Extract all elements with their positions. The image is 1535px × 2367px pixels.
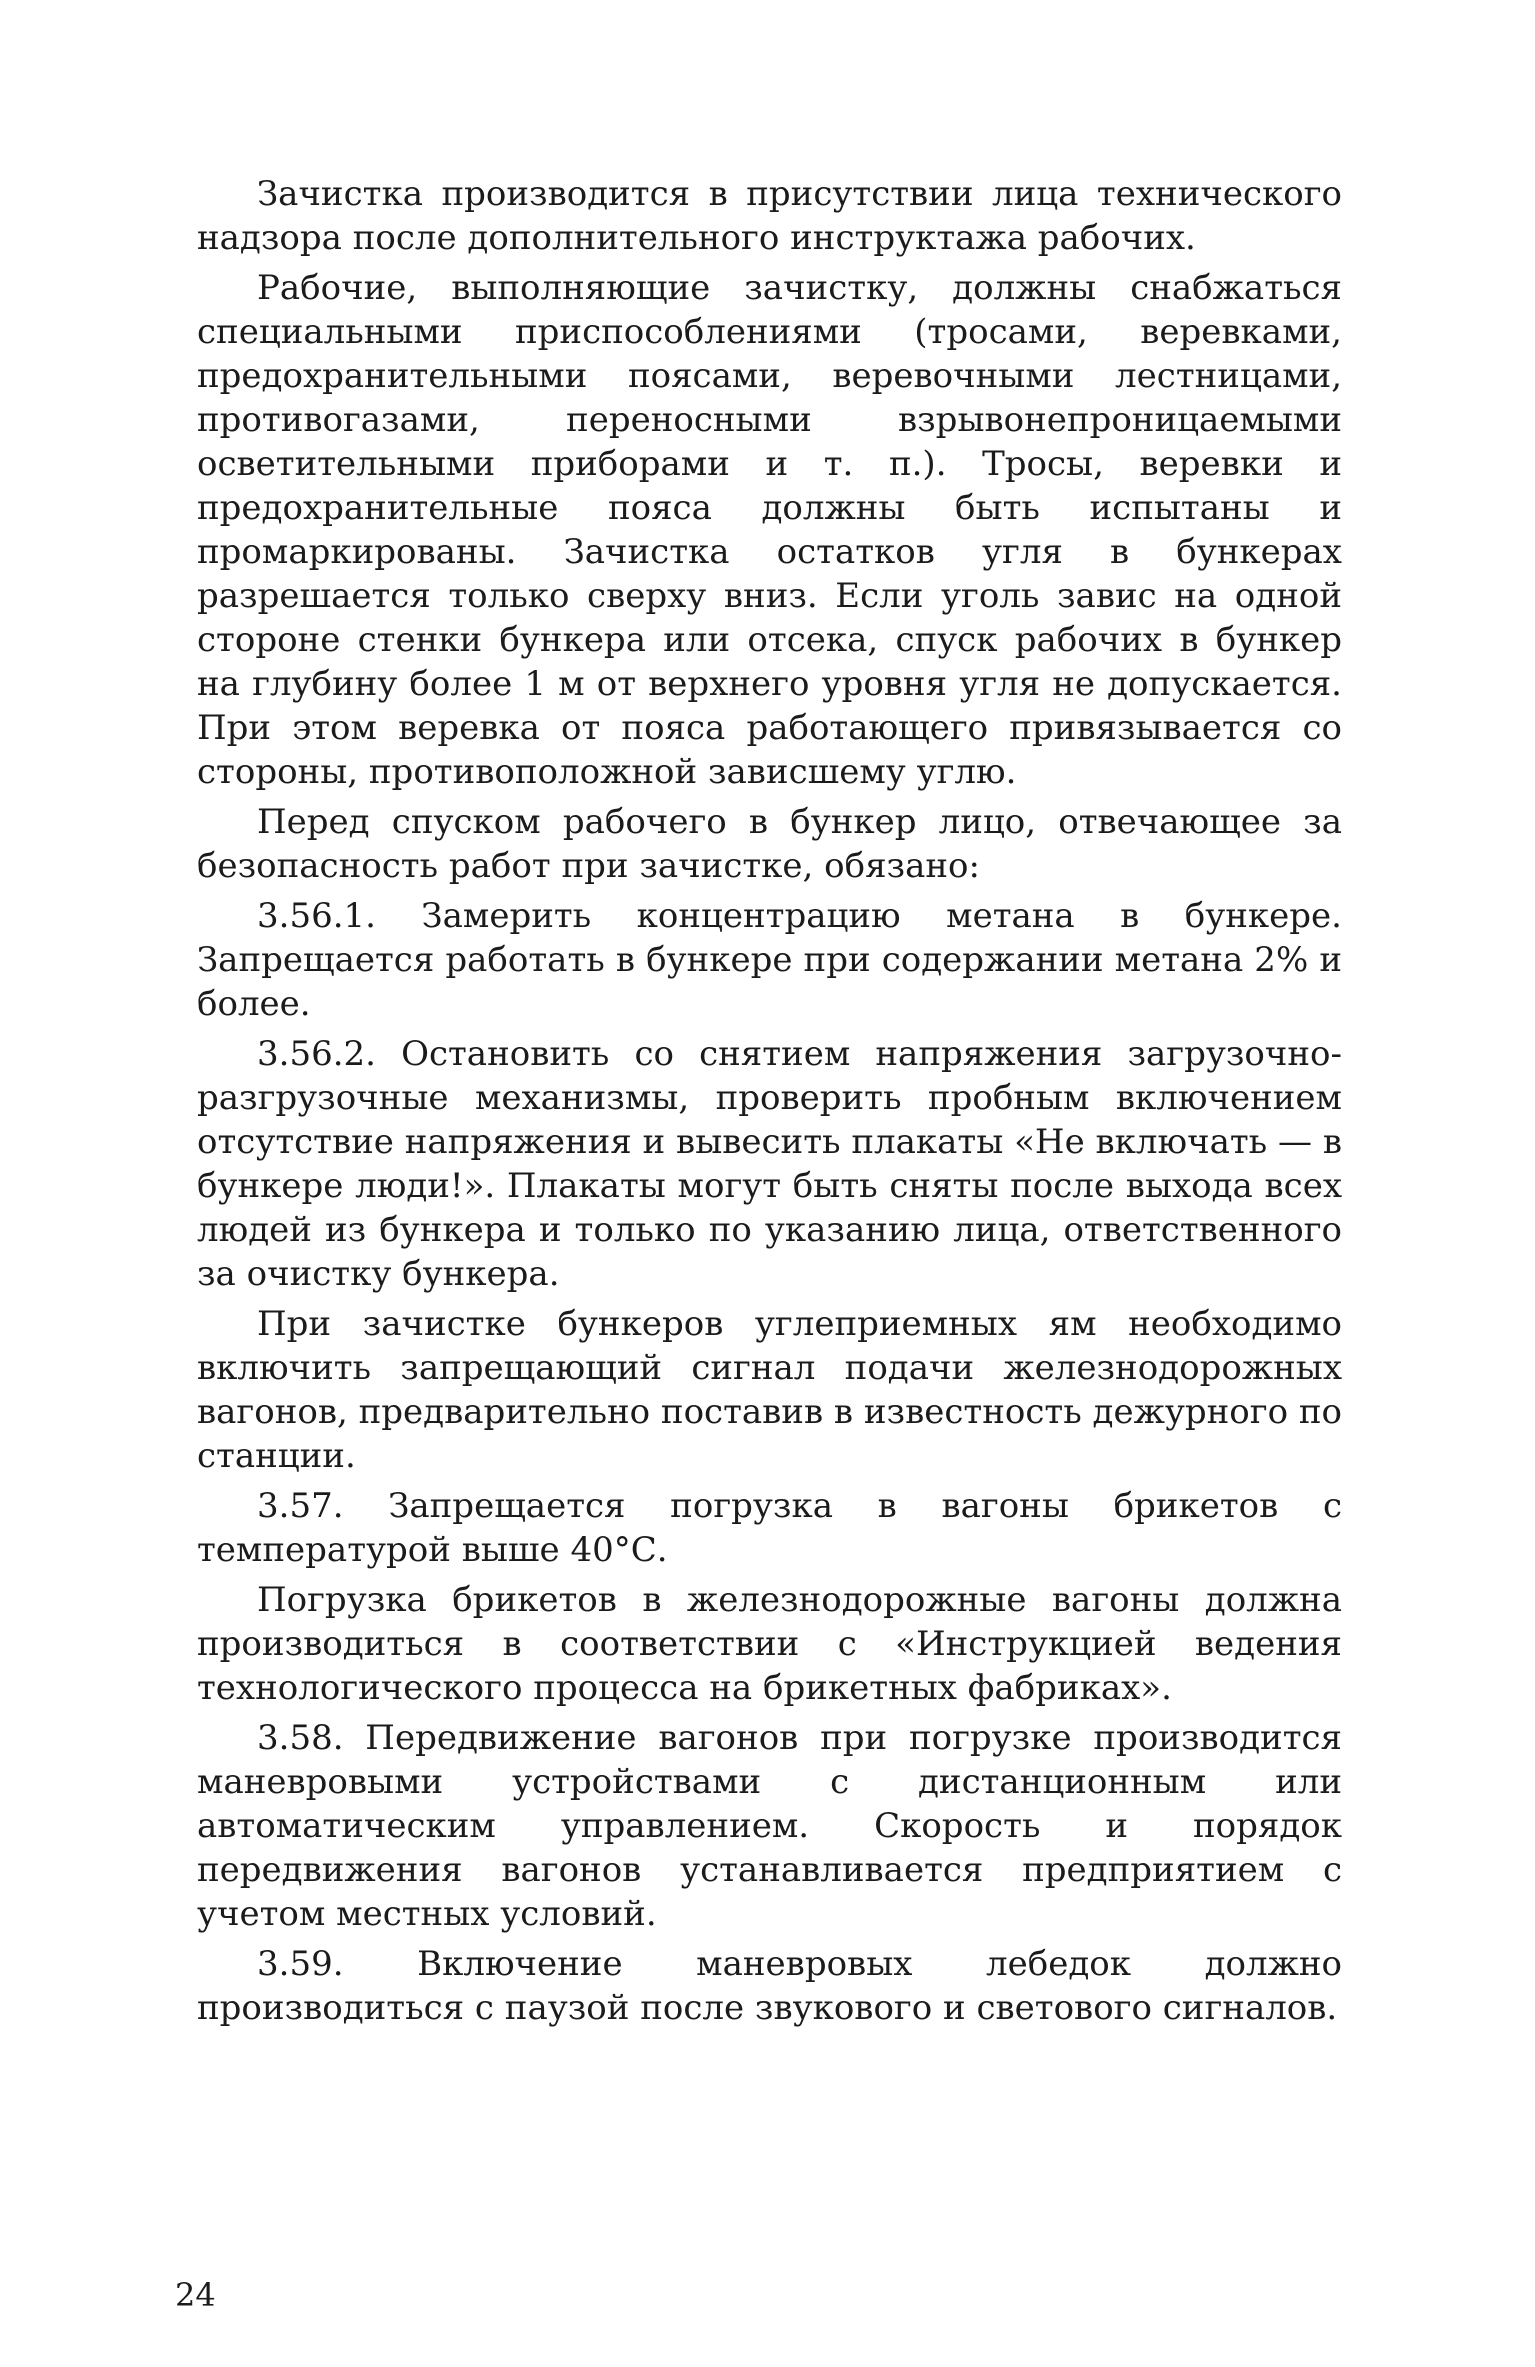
paragraph-coal-pits: При зачистке бункеров углеприемных ям необходимо включить запрещающий сигнал подачи железнодорожных вагонов, предварительно поставив в известность дежурного по станции. [197,1304,1342,1476]
body-text [197,172,1342,2036]
paragraph-3-56-1: 3.56.1. Замерить концентрацию метана в бункере. Запрещается работать в бункере при содержании метана 2% и более. [197,896,1342,1024]
paragraph-cleaning-supervision: Зачистка производится в присутствии лица технического надзора после дополнительного инструктажа рабочих. [197,174,1342,258]
paragraph-3-56-2: 3.56.2. Остановить со снятием напряжения загрузочно-разгрузочные механизмы, проверить пробным включением отсутствие напряжения и вывесить плакаты «Не включать — в бункере люди!». Плакаты могут быть сняты после выхода всех людей из бункера и только по указанию лица, ответственного за очистку бункера. [197,1034,1342,1294]
page-number: 24 [175,2276,216,2314]
paragraph-3-59: 3.59. Включение маневровых лебедок должно производиться с паузой после звукового и светового сигналов. [197,1944,1342,2028]
paragraph-workers-equipment: Рабочие, выполняющие зачистку, должны снабжаться специальными приспособлениями (тросами, веревками, предохранительными поясами, веревочными лестницами, противогазами, переносными взрывонепроницаемыми осветительными приборами и т. п.). Тросы, веревки и предохранительные пояса должны быть испытаны и промаркированы. Зачистка остатков угля в бункерах разрешается только сверху вниз. Если уголь завис на одной стороне стенки бункера или отсека, спуск рабочих в бункер на глубину более 1 м от верхнего уровня угля не допускается. При этом веревка от пояса работающего привязывается со стороны, противоположной зависшему углю. [197,268,1342,792]
paragraph-3-57: 3.57. Запрещается погрузка в вагоны брикетов с температурой выше 40°С. [197,1486,1342,1570]
paragraph-before-descent: Перед спуском рабочего в бункер лицо, отвечающее за безопасность работ при зачистке, обязано: [197,802,1342,886]
paragraph-3-58: 3.58. Передвижение вагонов при погрузке производится маневровыми устройствами с дистанционным или автоматическим управлением. Скорость и порядок передвижения вагонов устанавливается предприятием с учетом местных условий. [197,1718,1342,1934]
paragraph-briquette-loading: Погрузка брикетов в железнодорожные вагоны должна производиться в соответствии с «Инструкцией ведения технологического процесса на брикетных фабриках». [197,1580,1342,1708]
